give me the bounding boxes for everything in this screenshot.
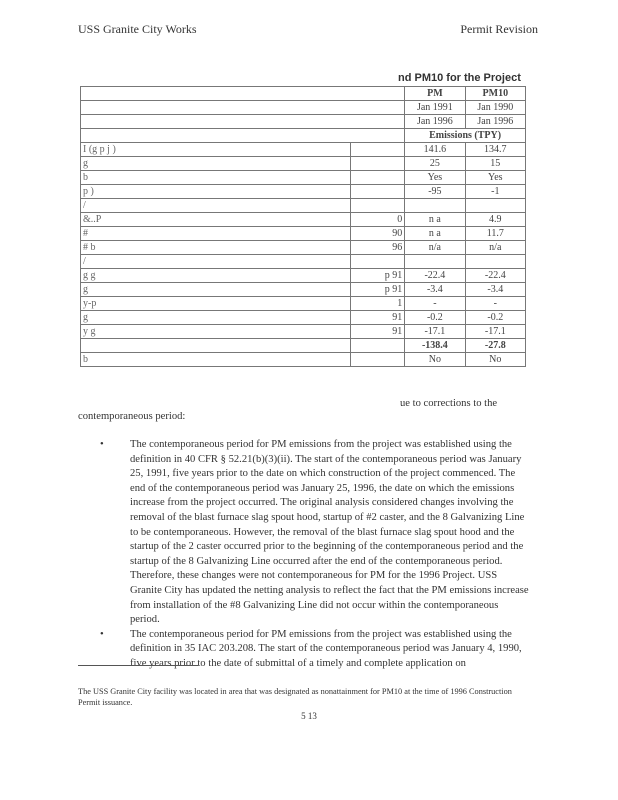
row-label: #	[81, 227, 351, 241]
row-pm10: -3.4	[465, 283, 525, 297]
row-pm10	[465, 199, 525, 213]
period-start-pm10: Jan 1990	[465, 101, 525, 115]
table-row	[81, 199, 526, 213]
row-year	[350, 353, 404, 367]
row-pm10: Yes	[465, 171, 525, 185]
row-year: 91	[350, 325, 404, 339]
table-row	[81, 171, 526, 185]
row-year: 1	[350, 297, 404, 311]
row-pm10: 4.9	[465, 213, 525, 227]
row-label: b	[81, 171, 351, 185]
row-label: b	[81, 353, 351, 367]
row-pm10: -22.4	[465, 269, 525, 283]
row-pm	[405, 255, 465, 269]
intro-line: contemporaneous period:	[78, 411, 186, 422]
emissions-header-row	[81, 129, 526, 143]
table-row	[81, 311, 526, 325]
row-year: 96	[350, 241, 404, 255]
table-row	[81, 241, 526, 255]
intro-fragment: ue to corrections to the	[400, 398, 498, 409]
row-label: &..P	[81, 213, 351, 227]
row-pm: No	[405, 353, 465, 367]
table-row	[81, 269, 526, 283]
table-row	[81, 339, 526, 353]
page-number: 5 13	[301, 711, 317, 721]
row-pm10: -27.8	[465, 339, 525, 353]
row-label: g	[81, 283, 351, 297]
row-label: /	[81, 255, 351, 269]
row-pm: -22.4	[405, 269, 465, 283]
row-label: /	[81, 199, 351, 213]
table-caption: nd PM10 for the Project	[398, 72, 521, 84]
row-pm: -	[405, 297, 465, 311]
table-row	[81, 185, 526, 199]
row-pm: n/a	[405, 241, 465, 255]
bullet-item: • The contemporaneous period for PM emissions from the project was established using the definition in 35 IAC 203.208. The start of the contemporaneous period was January 4, 1990, five years prior to the date of submittal of a timely and complete application on	[100, 628, 530, 672]
bullet-item: • The contemporaneous period for PM emissions from the project was established using the definition in 40 CFR § 52.21(b)(3)(ii). The start of the contemporaneous period was January 25, 1991, five years prior to the date on which construction of the project commenced. The end of the contemporaneous period was January 25, 1996, the date on which the emissions increase from the project occurred. The original analysis considered changes involving the removal of the blast furnace slag spout hood, startup of #2 caster, and the 8 Galvanizing Line to be contemporaneous. However, the removal of the blast furnace slag spout hood and the startup of the 2 caster occurred prior to the beginning of the contemporaneous period and the startup of the 8 Galvanizing Line occurred after the end of the contemporaneous period. Therefore, these changes were not contemporaneous for PM for the 1996 Project. USS Granite City has updated the netting analysis to reflect the fact that the PM emissions increase from installation of the #8 Galvanizing Line did not occur within the contemporaneous period.	[100, 438, 530, 628]
table-row	[81, 255, 526, 269]
table-row	[81, 353, 526, 367]
row-year: p 91	[350, 269, 404, 283]
emissions-table	[80, 86, 526, 367]
row-pm: n a	[405, 213, 465, 227]
header-left: USS Granite City Works	[78, 22, 197, 36]
bullet-list	[100, 438, 530, 672]
row-year	[350, 185, 404, 199]
row-pm: -3.4	[405, 283, 465, 297]
row-label	[81, 339, 351, 353]
row-pm	[405, 199, 465, 213]
table-row	[81, 283, 526, 297]
row-label: g g	[81, 269, 351, 283]
row-year	[350, 255, 404, 269]
row-pm10: 11.7	[465, 227, 525, 241]
row-year	[350, 143, 404, 157]
row-label: y-p	[81, 297, 351, 311]
row-label: p )	[81, 185, 351, 199]
table-row	[81, 325, 526, 339]
row-year: 91	[350, 311, 404, 325]
row-label: # b	[81, 241, 351, 255]
table-row	[81, 157, 526, 171]
table-row	[81, 227, 526, 241]
row-pm: 25	[405, 157, 465, 171]
row-year	[350, 199, 404, 213]
row-pm: -17.1	[405, 325, 465, 339]
period-end-pm: Jan 1996	[405, 115, 465, 129]
period-end-pm10: Jan 1996	[465, 115, 525, 129]
row-label: g	[81, 311, 351, 325]
emissions-header: Emissions (TPY)	[405, 129, 526, 143]
footnote-divider	[78, 665, 198, 666]
period-start-pm: Jan 1991	[405, 101, 465, 115]
row-pm10: n/a	[465, 241, 525, 255]
table-row	[81, 143, 526, 157]
period-start-row	[81, 101, 526, 115]
row-pm10: -	[465, 297, 525, 311]
row-pm: -95	[405, 185, 465, 199]
row-pm: -138.4	[405, 339, 465, 353]
header-right: Permit Revision	[460, 22, 538, 36]
row-pm10: -17.1	[465, 325, 525, 339]
row-year	[350, 157, 404, 171]
footnote: The USS Granite City facility was located in area that was designated as nonattainment for PM10 at the time of 1996 Construction Permit issuance.	[78, 687, 512, 707]
row-year: 0	[350, 213, 404, 227]
col-header-pm10: PM10	[465, 87, 525, 101]
row-pm10: 15	[465, 157, 525, 171]
row-label: y g	[81, 325, 351, 339]
table-header-row	[81, 87, 526, 101]
row-pm10: No	[465, 353, 525, 367]
table-row	[81, 297, 526, 311]
period-end-row	[81, 115, 526, 129]
row-year	[350, 171, 404, 185]
col-header-pm: PM	[405, 87, 465, 101]
row-year: 90	[350, 227, 404, 241]
row-pm: Yes	[405, 171, 465, 185]
row-label: g	[81, 157, 351, 171]
row-pm: -0.2	[405, 311, 465, 325]
row-pm10: -0.2	[465, 311, 525, 325]
table-row	[81, 213, 526, 227]
row-year	[350, 339, 404, 353]
row-pm10	[465, 255, 525, 269]
row-pm: n a	[405, 227, 465, 241]
row-pm10: -1	[465, 185, 525, 199]
row-label: I (g p j )	[81, 143, 351, 157]
row-pm: 141.6	[405, 143, 465, 157]
row-pm10: 134.7	[465, 143, 525, 157]
row-year: p 91	[350, 283, 404, 297]
